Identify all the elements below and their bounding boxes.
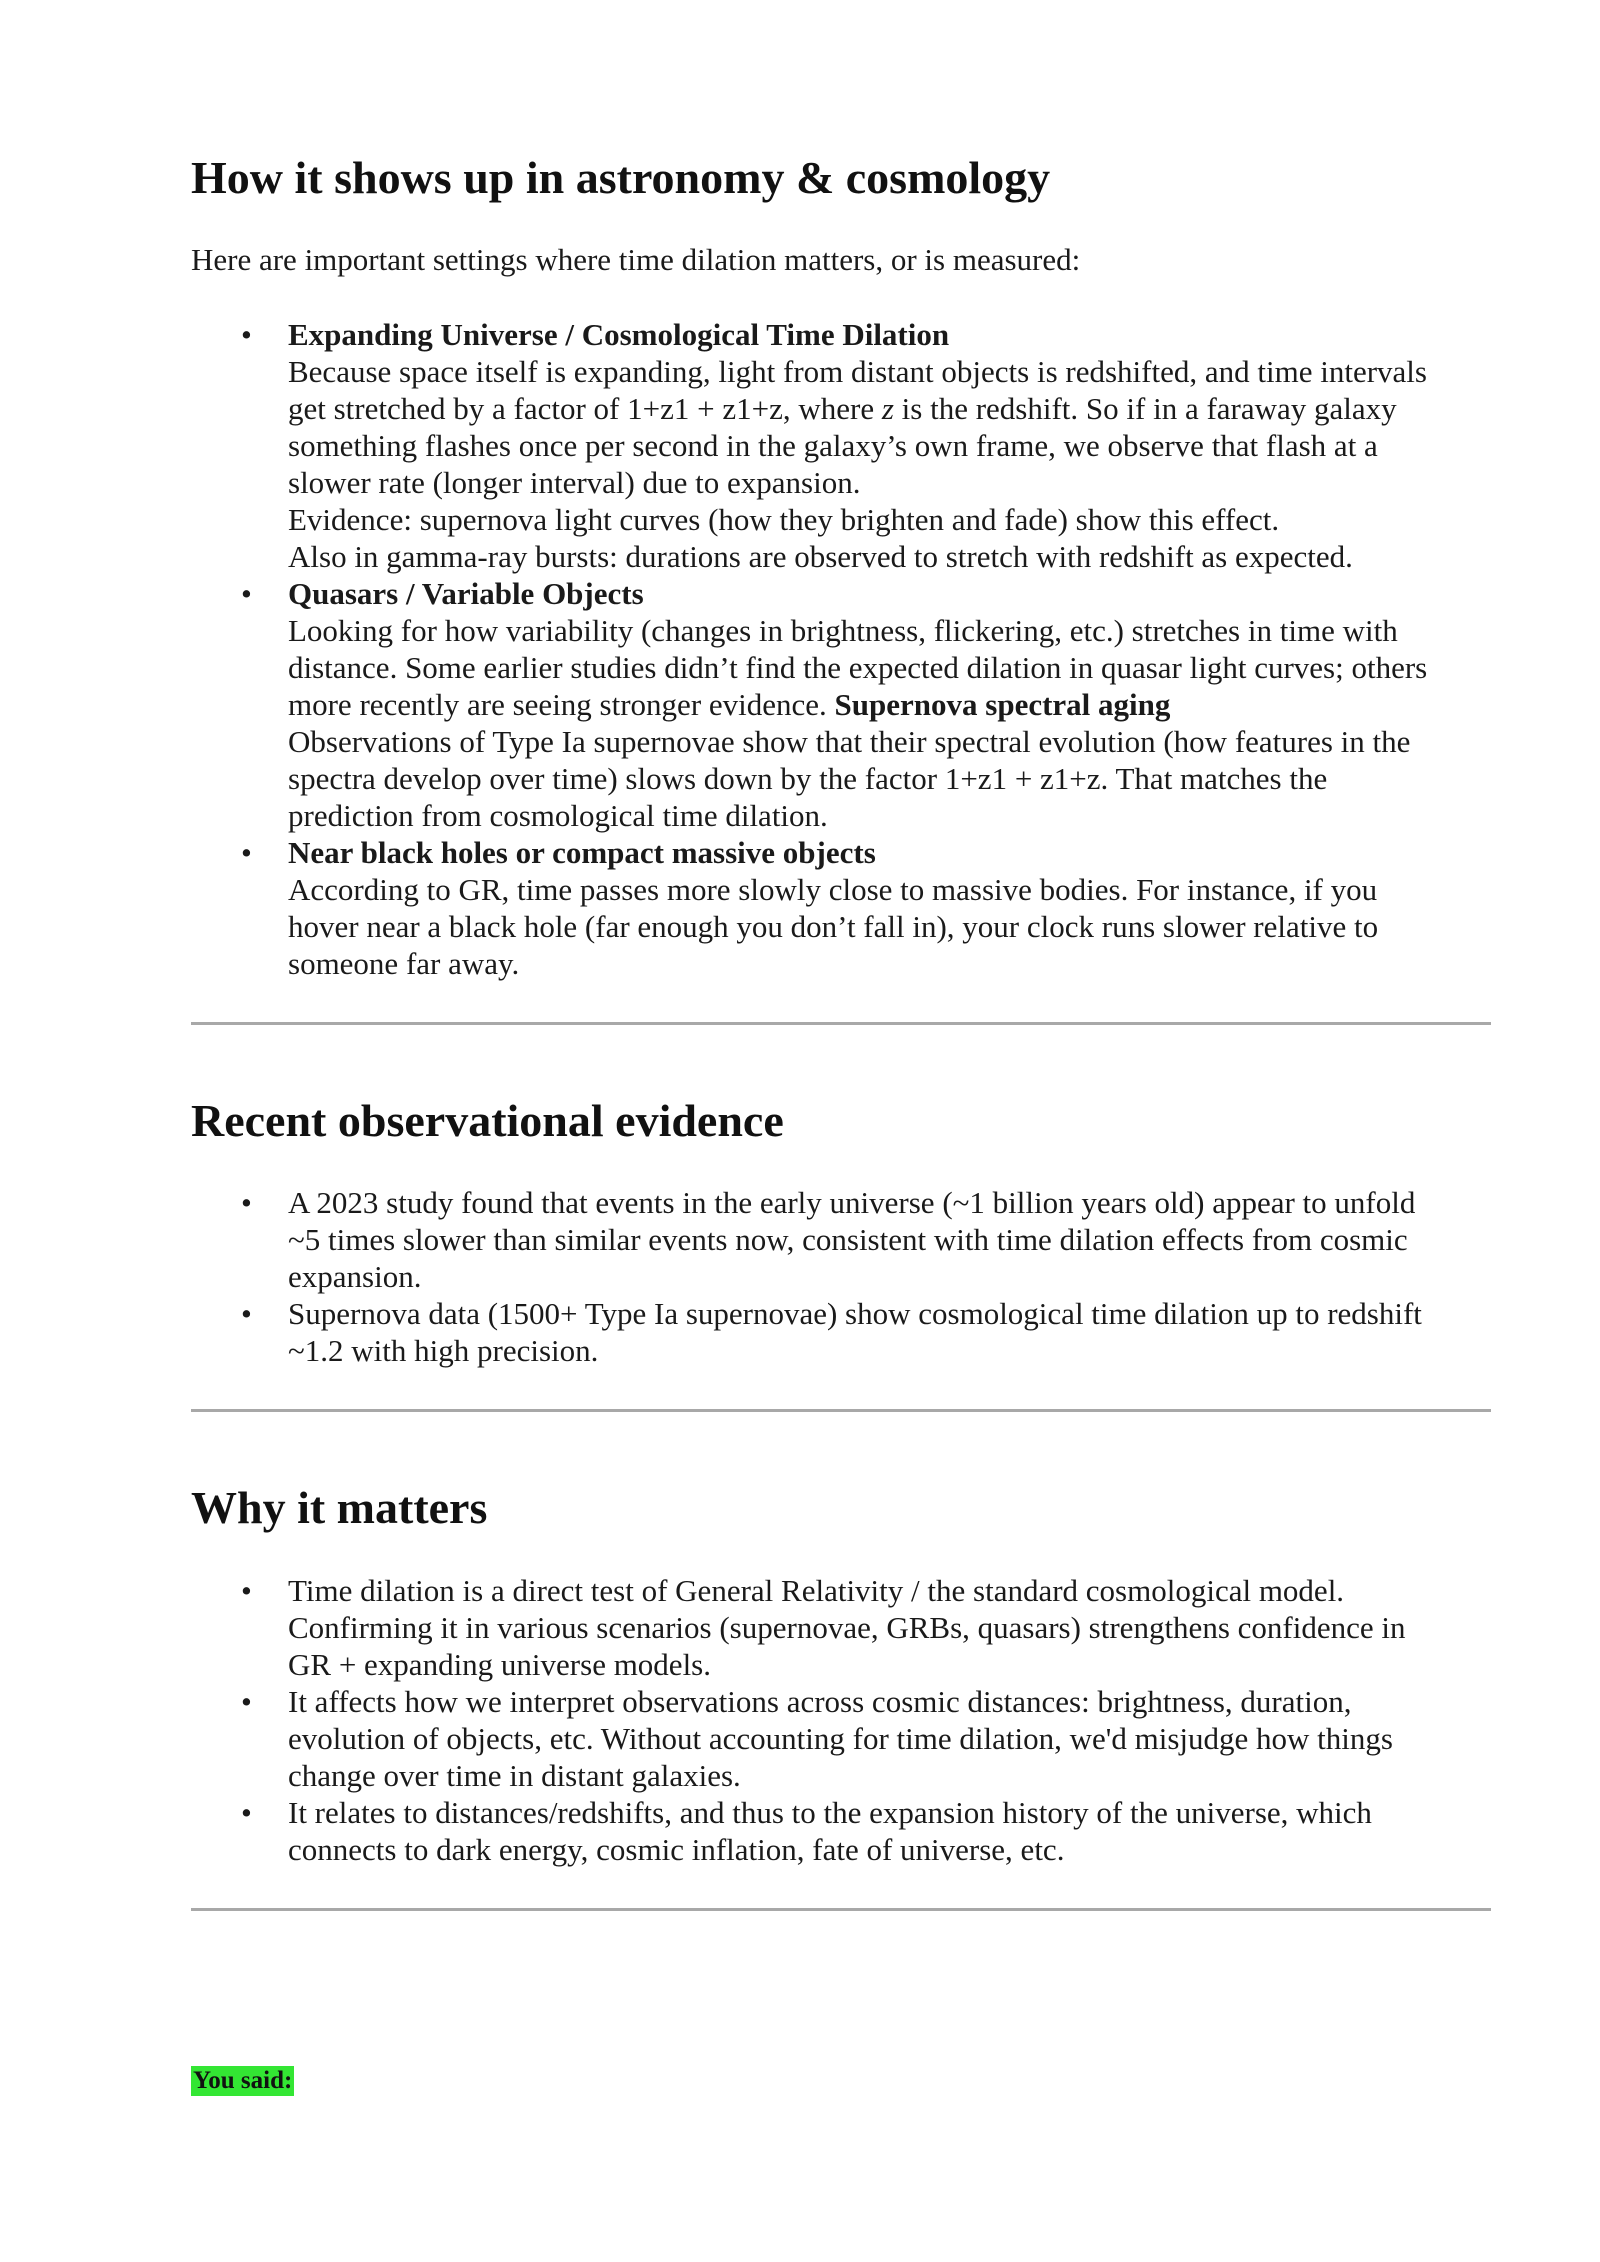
list-item (191, 1794, 1491, 1868)
section-divider (191, 1908, 1491, 1911)
item-text: ~1.2 with high precision. (288, 1333, 599, 1369)
item-text: connects to dark energy, cosmic inflation, fate of universe, etc. (288, 1831, 1065, 1867)
item-text: It affects how we interpret observations across cosmic distances: brightness, duration, (288, 1683, 1352, 1719)
list-item (191, 1184, 1491, 1295)
section-heading-evidence: Recent observational evidence (191, 1095, 784, 1147)
item-text: According to GR, time passes more slowly close to massive bodies. For instance, if you (288, 872, 1378, 908)
item-title: Expanding Universe / Cosmological Time Dilation (288, 317, 950, 353)
bullet-glyph: • (241, 1185, 252, 1221)
item-text: slower rate (longer interval) due to expansion. (288, 465, 861, 501)
item-text: Supernova data (1500+ Type Ia supernovae) show cosmological time dilation up to redshift (288, 1296, 1422, 1332)
item-text: Because space itself is expanding, light from distant objects is redshifted, and time intervals (288, 354, 1427, 390)
list-item (191, 1683, 1491, 1794)
item-text: get stretched by a factor of 1+z1 + z1+z, where z is the redshift. So if in a faraway galaxy (288, 391, 1397, 427)
item-text: something flashes once per second in the galaxy’s own frame, we observe that flash at a (288, 428, 1378, 464)
item-text: expansion. (288, 1259, 422, 1295)
bullet-glyph: • (241, 317, 252, 353)
list-item (191, 834, 1491, 982)
why-list (191, 1572, 1491, 1868)
item-text: more recently are seeing stronger evidence. Supernova spectral aging (288, 687, 1171, 723)
bullet-glyph: • (241, 1572, 252, 1608)
item-text: distance. Some earlier studies didn’t find the expected dilation in quasar light curves; others (288, 650, 1428, 686)
inline-subtitle: Supernova spectral aging (834, 687, 1171, 723)
you-said-label: You said: (193, 2067, 293, 2094)
item-text: someone far away. (288, 946, 520, 982)
list-item (191, 316, 1491, 575)
section-heading-astronomy: How it shows up in astronomy & cosmology (191, 152, 1051, 203)
list-item (191, 1572, 1491, 1683)
section-intro: Here are important settings where time dilation matters, or is measured: (191, 242, 1081, 278)
astronomy-list (191, 316, 1491, 982)
item-text: A 2023 study found that events in the early universe (~1 billion years old) appear to unfold (288, 1185, 1416, 1221)
evidence-list (191, 1184, 1491, 1369)
item-text: Time dilation is a direct test of General Relativity / the standard cosmological model. (288, 1572, 1345, 1608)
item-text: hover near a black hole (far enough you don’t fall in), your clock runs slower relative to (288, 909, 1379, 945)
bullet-glyph: • (241, 1683, 252, 1719)
bullet-glyph: • (241, 1794, 252, 1830)
item-text: change over time in distant galaxies. (288, 1757, 741, 1793)
section-heading-why: Why it matters (191, 1482, 488, 1534)
item-text: prediction from cosmological time dilation. (288, 798, 828, 834)
document-body (191, 150, 1491, 1911)
item-text: Observations of Type Ia supernovae show that their spectral evolution (how features in the (288, 724, 1411, 760)
item-text: Evidence: supernova light curves (how they brighten and fade) show this effect. (288, 502, 1280, 538)
bullet-glyph: • (241, 835, 252, 871)
item-text: spectra develop over time) slows down by the factor 1+z1 + z1+z. That matches the (288, 761, 1328, 797)
item-text: Also in gamma-ray bursts: durations are observed to stretch with redshift as expected. (288, 539, 1353, 575)
item-text: Confirming it in various scenarios (supernovae, GRBs, quasars) strengthens confidence in (288, 1609, 1406, 1645)
item-text: It relates to distances/redshifts, and thus to the expansion history of the universe, which (288, 1794, 1372, 1830)
item-text: GR + expanding universe models. (288, 1646, 711, 1682)
bullet-glyph: • (241, 576, 252, 612)
list-item (191, 1295, 1491, 1369)
item-title: Near black holes or compact massive objects (288, 835, 876, 871)
item-text: Looking for how variability (changes in brightness, flickering, etc.) stretches in time with (288, 613, 1398, 649)
list-item (191, 575, 1491, 834)
item-text: ~5 times slower than similar events now, consistent with time dilation effects from cosmic (288, 1222, 1408, 1258)
item-title: Quasars / Variable Objects (288, 576, 644, 612)
bullet-glyph: • (241, 1296, 252, 1332)
item-text: evolution of objects, etc. Without accounting for time dilation, we'd misjudge how things (288, 1720, 1393, 1756)
